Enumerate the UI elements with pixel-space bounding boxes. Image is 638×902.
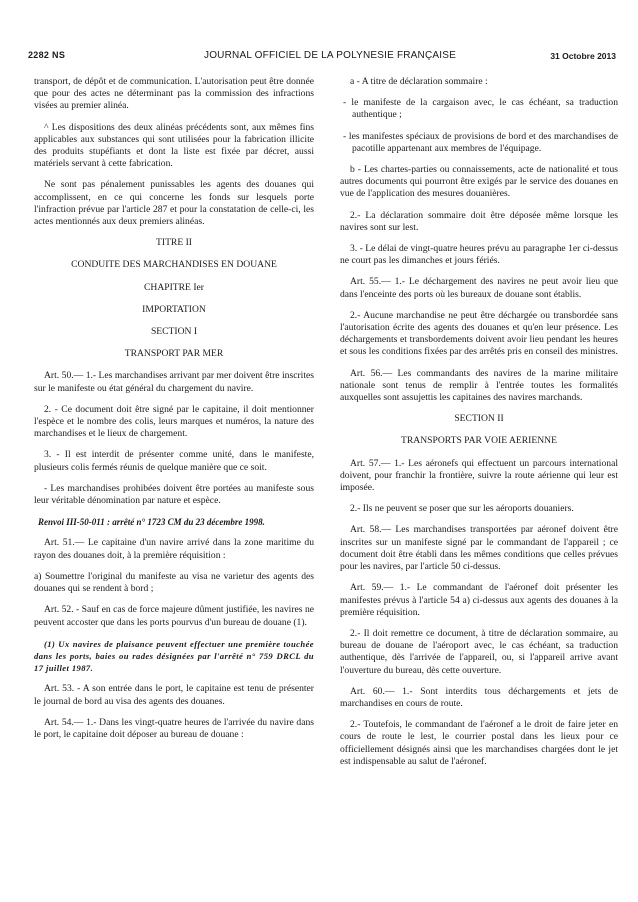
paragraph: a) Soumettre l'original du manifeste au visa ne varietur des agents des douanes qui se rendent à bord ; xyxy=(34,570,314,595)
paragraph: Art. 54.— 1.- Dans les vingt-quatre heures de l'arrivée du navire dans le port, le capitaine doit déposer au bureau de douane : xyxy=(34,716,314,740)
section-heading: CONDUITE DES MARCHANDISES EN DOUANE xyxy=(71,259,277,271)
paragraph: Art. 56.— Les commandants des navires de la marine militaire nationale sont tenus de remplir à l'entrée toutes les formalités auxquelles sont assujettis les capitaines des navires marchands. xyxy=(340,367,618,404)
left-column xyxy=(34,76,314,750)
paragraph: - le manifeste de la cargaison avec, le cas échéant, sa traduction authentique ; xyxy=(343,97,618,121)
right-column xyxy=(340,76,618,777)
paragraph: ^ Les dispositions des deux alinéas précédents sont, aux mêmes fins applicables aux substances qui sont utilisées pour la fabrication illicite des produits stupéfiants et dont la liste est fixée par décret, aussi matériels servant à cette fabrication. xyxy=(34,121,314,170)
paragraph: transport, de dépôt et de communication. L'autorisation peut être donnée que pour des actes ne déterminant pas la commission des infractions visées au premier alinéa. xyxy=(34,76,314,112)
paragraph: Ne sont pas pénalement punissables les agents des douanes qui accomplissent, en ce qui concerne les fonds sur lesquels porte l'infraction prévue par l'article 287 et pour la constatation de celle-ci, les actes mentionnés aux deux premiers alinéas. xyxy=(34,179,314,228)
section-heading: TITRE II xyxy=(156,237,192,249)
paragraph: 3. - Il est interdit de présenter comme unité, dans le manifeste, plusieurs colis fermés réunis de quelque manière que ce soit. xyxy=(34,449,314,473)
paragraph: Art. 50.— 1.- Les marchandises arrivant par mer doivent être inscrites sur le manifeste ou état général du chargement du navire. xyxy=(34,370,314,394)
paragraph: 2.- Aucune marchandise ne peut être déchargée ou transbordée sans l'autorisation écrite des agents des douanes et qu'en leur présence. Les déchargements et transbordements doivent avoir lieu pendant les heures et sous les conditions fixées par des arrêtés pris en conseil des ministres. xyxy=(340,309,618,358)
paragraph: 3. - Le délai de vingt-quatre heures prévu au paragraphe 1er ci-dessus ne court pas les dimanches et jours fériés. xyxy=(340,243,618,267)
paragraph: Art. 51.— Le capitaine d'un navire arrivé dans la zone maritime du rayon des douanes doit, à la première réquisition : xyxy=(34,537,314,561)
paragraph: - Les marchandises prohibées doivent être portées au manifeste sous leur véritable dénomination par nature et espèce. xyxy=(34,482,314,507)
paragraph: Renvoi III-50-011 : arrêté n° 1723 CM du 23 décembre 1998. xyxy=(38,517,265,528)
section-heading: CHAPITRE Ier xyxy=(144,281,204,293)
section-heading: SECTION II xyxy=(454,413,504,425)
paragraph: 2.- La déclaration sommaire doit être déposée même lorsque les navires sont sur lest. xyxy=(340,209,618,233)
section-heading: SECTION I xyxy=(150,326,198,338)
paragraph: b - Les chartes-parties ou connaissements, acte de nationalité et tous autres documents qui pourront être exigés par le service des douanes en vue de l'application des mesures douanières. xyxy=(340,164,618,200)
paragraph: Art. 58.— Les marchandises transportées par aéronef doivent être inscrites sur un manifeste signé par le commandant de l'appareil ; ce document doit être établi dans les mêmes conditions que celles prévues pour les navires, par l'article 50 ci-dessus. xyxy=(340,524,618,573)
paragraph: a - A titre de déclaration sommaire : xyxy=(350,76,488,87)
section-heading: TRANSPORT PAR MER xyxy=(124,348,224,360)
paragraph: Art. 53. - A son entrée dans le port, le capitaine est tenu de présenter le journal de bord au visa des agents des douanes. xyxy=(34,683,314,707)
paragraph: - les manifestes spéciaux de provisions de bord et des marchandises de pacotille appartenant aux membres de l'équipage. xyxy=(343,130,618,154)
paragraph: Art. 52. - Sauf en cas de force majeure dûment justifiée, les navires ne peuvent accoster que dans les ports pourvus d'un bureau de douane (1). xyxy=(34,604,314,628)
publication-date: 31 Octobre 2013 xyxy=(550,51,616,61)
paragraph: Art. 59.— 1.- Le commandant de l'aéronef doit présenter les manifestes prévus à l'article 54 a) ci-dessus aux agents des douanes à la première réquisition. xyxy=(340,582,618,618)
paragraph: Art. 57.— 1.- Les aéronefs qui effectuent un parcours international doivent, pour franchir la frontière, suivre la route aérienne qui leur est imposée. xyxy=(340,457,618,494)
section-heading: TRANSPORTS PAR VOIE AERIENNE xyxy=(401,435,557,447)
paragraph: (1) Ux navires de plaisance peuvent effectuer une première touchée dans les ports, baies ou rades désignées par l'arrêté n° 759 DRCL du 17 juillet 1987. xyxy=(34,638,314,674)
paragraph: 2.- Il doit remettre ce document, à titre de déclaration sommaire, au bureau de douane de l'aéroport avec, le cas échéant, sa traduction authentique, dès l'arrivée de l'appareil, ou, si l'appareil arrive avant l'ouverture du bureau, dès cette ouverture. xyxy=(340,627,618,676)
section-heading: IMPORTATION xyxy=(142,303,206,315)
paragraph: Art. 60.— 1.- Sont interdits tous déchargements et jets de marchandises en cours de route. xyxy=(340,685,618,709)
paragraph: Art. 55.— 1.- Le déchargement des navires ne peut avoir lieu que dans l'enceinte des ports où les bureaux de douane sont établis. xyxy=(340,276,618,300)
paragraph: 2.- Ils ne peuvent se poser que sur les aéroports douaniers. xyxy=(350,503,574,515)
page-header xyxy=(0,0,638,78)
journal-title: JOURNAL OFFICIEL DE LA POLYNESIE FRANÇAISE xyxy=(204,50,456,61)
page-number: 2282 NS xyxy=(28,50,66,60)
paragraph: 2.- Toutefois, le commandant de l'aéronef a le droit de faire jeter en cours de route le lest, le courrier postal dans les lieux pour ce officiellement désignés ainsi que les marchandises chargées dont le jet est indispensable au salut de l'aéronef. xyxy=(340,719,618,767)
paragraph: 2. - Ce document doit être signé par le capitaine, il doit mentionner l'espèce et le nombre des colis, leurs marques et numéros, la nature des marchandises et le lieux de chargement. xyxy=(34,403,314,440)
